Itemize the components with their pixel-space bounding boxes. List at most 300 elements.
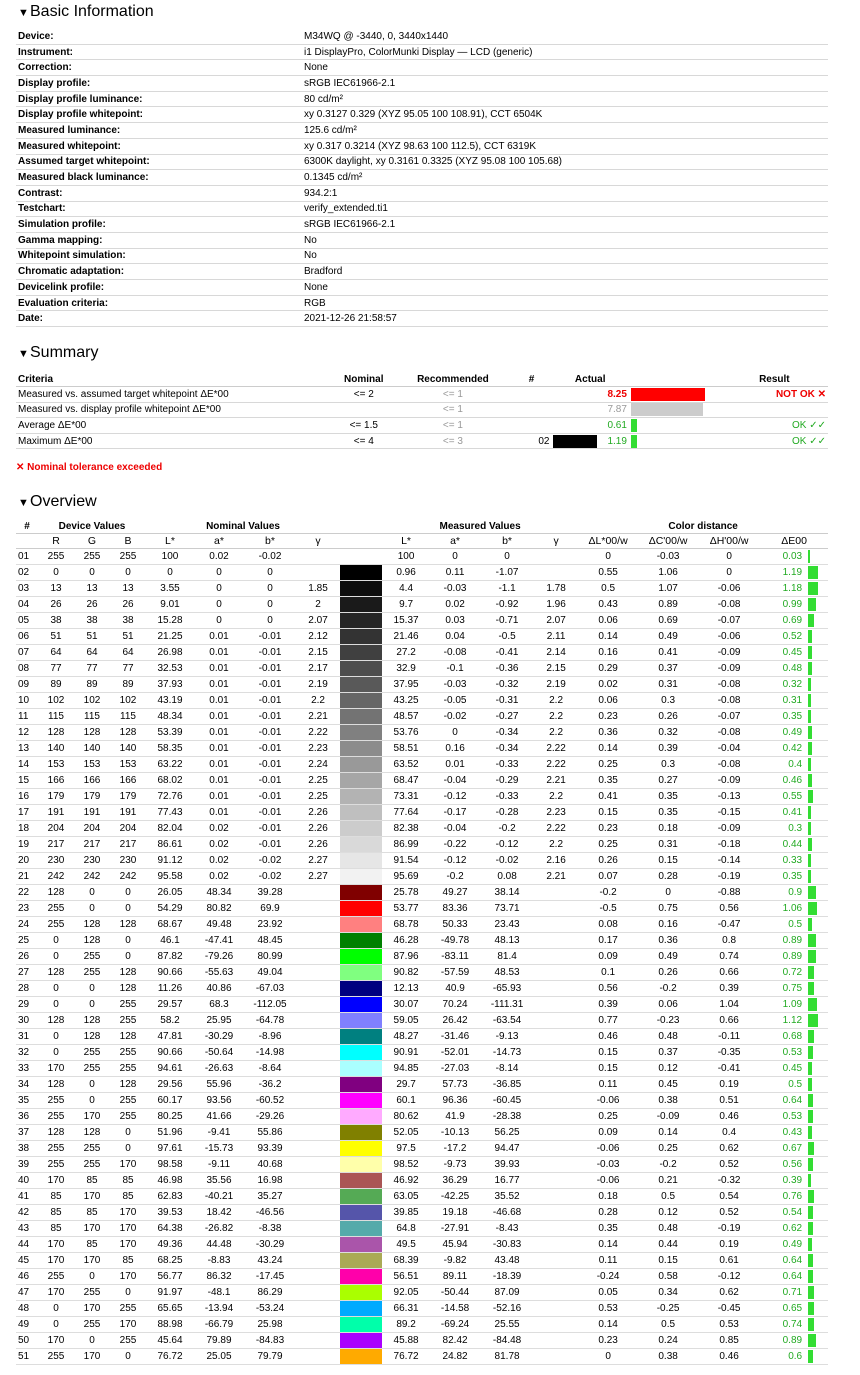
- delta-e-value: 0.03: [782, 551, 803, 563]
- patch-swatch: [340, 1093, 382, 1108]
- overview-cell: 0.5: [638, 1317, 698, 1333]
- overview-cell: [534, 1349, 578, 1365]
- overview-cell: [296, 1221, 340, 1237]
- patch-number: 49: [16, 1317, 38, 1333]
- overview-cell: 94.61: [146, 1061, 194, 1077]
- overview-cell: -0.36: [480, 661, 534, 677]
- overview-cell: 68.78: [382, 917, 430, 933]
- overview-cell: -14.58: [430, 1301, 480, 1317]
- delta-e-cell: [760, 597, 828, 613]
- overview-group-header: Color distance: [578, 519, 828, 534]
- overview-cell: 0: [244, 581, 296, 597]
- overview-cell: 0.36: [638, 933, 698, 949]
- overview-cell: -0.01: [244, 725, 296, 741]
- overview-cell: -0.02: [244, 549, 296, 565]
- overview-cell: 0.02: [578, 677, 638, 693]
- patch-swatch-cell: [340, 1029, 382, 1045]
- overview-cell: -46.68: [480, 1205, 534, 1221]
- delta-e-cell: [760, 853, 828, 869]
- overview-cell: 90.91: [382, 1045, 430, 1061]
- summary-criteria: Measured vs. display profile whitepoint ΔE*00: [16, 402, 333, 418]
- info-label: Measured whitepoint:: [16, 138, 302, 154]
- info-value: No: [302, 248, 828, 264]
- overview-row: [16, 1157, 828, 1173]
- overview-column-header: b*: [480, 534, 534, 549]
- overview-cell: 98.52: [382, 1157, 430, 1173]
- overview-cell: 166: [74, 773, 110, 789]
- patch-number: 03: [16, 581, 38, 597]
- overview-row: [16, 645, 828, 661]
- overview-cell: 0.48: [638, 1221, 698, 1237]
- overview-cell: [534, 1061, 578, 1077]
- overview-cell: -0.15: [698, 805, 760, 821]
- overview-cell: 255: [38, 1157, 74, 1173]
- delta-e-value: 0.64: [782, 1271, 803, 1283]
- overview-cell: 0.14: [578, 1237, 638, 1253]
- patch-swatch-cell: [340, 837, 382, 853]
- overview-row: [16, 1029, 828, 1045]
- overview-cell: [296, 549, 340, 565]
- delta-e-cell: [760, 549, 828, 565]
- patch-swatch-cell: [340, 741, 382, 757]
- overview-cell: 0: [38, 949, 74, 965]
- overview-cell: 80.25: [146, 1109, 194, 1125]
- overview-cell: 51: [110, 629, 146, 645]
- overview-cell: 0: [638, 885, 698, 901]
- overview-cell: 0: [38, 565, 74, 581]
- overview-cell: 29.57: [146, 997, 194, 1013]
- info-row: [16, 44, 828, 60]
- delta-e-value: 0.42: [782, 743, 803, 755]
- delta-e-cell: [760, 981, 828, 997]
- overview-cell: -0.09: [698, 773, 760, 789]
- overview-cell: 16.98: [244, 1173, 296, 1189]
- overview-cell: [534, 1205, 578, 1221]
- overview-cell: 0: [110, 1125, 146, 1141]
- delta-e-value: 0.43: [782, 1127, 803, 1139]
- overview-row: [16, 1189, 828, 1205]
- delta-e-value: 0.65: [782, 1303, 803, 1315]
- patch-swatch: [340, 645, 382, 660]
- overview-cell: -48.1: [194, 1285, 244, 1301]
- patch-swatch-cell: [340, 805, 382, 821]
- overview-cell: 40.86: [194, 981, 244, 997]
- overview-cell: -0.03: [638, 549, 698, 565]
- overview-cell: 80.82: [194, 901, 244, 917]
- overview-cell: 102: [38, 693, 74, 709]
- overview-cell: [296, 1269, 340, 1285]
- patch-swatch-cell: [340, 853, 382, 869]
- patch-swatch: [340, 725, 382, 740]
- overview-cell: 128: [110, 965, 146, 981]
- patch-swatch-cell: [340, 1045, 382, 1061]
- overview-cell: 68.67: [146, 917, 194, 933]
- overview-cell: 2.16: [534, 853, 578, 869]
- delta-e-value: 0.69: [782, 615, 803, 627]
- overview-cell: 4.4: [382, 581, 430, 597]
- overview-cell: 0.15: [638, 853, 698, 869]
- overview-cell: 40.68: [244, 1157, 296, 1173]
- patch-swatch: [340, 789, 382, 804]
- patch-swatch-cell: [340, 901, 382, 917]
- delta-e-bar: [808, 582, 818, 595]
- overview-cell: 49.36: [146, 1237, 194, 1253]
- overview-cell: 0.35: [638, 789, 698, 805]
- overview-column-header: G: [74, 534, 110, 549]
- overview-row: [16, 741, 828, 757]
- overview-cell: [296, 1093, 340, 1109]
- overview-row: [16, 1093, 828, 1109]
- overview-cell: 230: [74, 853, 110, 869]
- overview-cell: -0.01: [244, 629, 296, 645]
- overview-row: [16, 805, 828, 821]
- overview-cell: 97.5: [382, 1141, 430, 1157]
- delta-e-value: 0.39: [782, 1175, 803, 1187]
- overview-cell: 91.97: [146, 1285, 194, 1301]
- overview-cell: -0.5: [480, 629, 534, 645]
- overview-cell: 153: [38, 757, 74, 773]
- overview-cell: 51: [38, 629, 74, 645]
- patch-swatch: [340, 901, 382, 916]
- overview-cell: 0.11: [578, 1253, 638, 1269]
- overview-cell: 68.02: [146, 773, 194, 789]
- info-row: [16, 280, 828, 296]
- overview-cell: 24.82: [430, 1349, 480, 1365]
- overview-cell: 1.04: [698, 997, 760, 1013]
- overview-cell: 45.88: [382, 1333, 430, 1349]
- overview-cell: -0.28: [480, 805, 534, 821]
- overview-cell: -0.01: [244, 693, 296, 709]
- overview-cell: 29.7: [382, 1077, 430, 1093]
- overview-cell: 0.66: [698, 965, 760, 981]
- overview-cell: 48.34: [194, 885, 244, 901]
- overview-cell: 0: [194, 581, 244, 597]
- patch-swatch-cell: [340, 1317, 382, 1333]
- patch-swatch: [340, 693, 382, 708]
- patch-number: 06: [16, 629, 38, 645]
- overview-cell: 100: [382, 549, 430, 565]
- overview-cell: 0: [38, 981, 74, 997]
- patch-swatch-cell: [340, 581, 382, 597]
- patch-swatch: [340, 1349, 382, 1364]
- overview-row: [16, 853, 828, 869]
- overview-cell: -0.2: [638, 981, 698, 997]
- overview-cell: 0.48: [638, 1029, 698, 1045]
- overview-cell: 255: [110, 997, 146, 1013]
- overview-cell: -0.92: [480, 597, 534, 613]
- overview-cell: 40.9: [430, 981, 480, 997]
- delta-e-cell: [760, 1109, 828, 1125]
- overview-cell: [534, 981, 578, 997]
- overview-cell: 93.39: [244, 1141, 296, 1157]
- overview-cell: 2.26: [296, 805, 340, 821]
- overview-cell: -0.02: [244, 869, 296, 885]
- overview-cell: 204: [110, 821, 146, 837]
- overview-cell: 0.29: [578, 661, 638, 677]
- overview-cell: 255: [38, 901, 74, 917]
- delta-e-bar: [808, 790, 813, 803]
- patch-swatch-cell: [340, 1189, 382, 1205]
- overview-cell: [296, 885, 340, 901]
- delta-e-bar: [808, 550, 810, 563]
- overview-cell: 63.05: [382, 1189, 430, 1205]
- info-label: Assumed target whitepoint:: [16, 154, 302, 170]
- delta-e-bar: [808, 1142, 814, 1155]
- overview-cell: [534, 901, 578, 917]
- overview-cell: 64: [110, 645, 146, 661]
- overview-cell: 35.56: [194, 1173, 244, 1189]
- overview-row: [16, 997, 828, 1013]
- overview-cell: 0.34: [638, 1285, 698, 1301]
- overview-cell: 2.19: [534, 677, 578, 693]
- overview-cell: 72.76: [146, 789, 194, 805]
- overview-cell: 0.09: [578, 1125, 638, 1141]
- overview-cell: 0.06: [578, 613, 638, 629]
- delta-e-value: 1.09: [782, 999, 803, 1011]
- overview-cell: 0.01: [194, 741, 244, 757]
- overview-heading[interactable]: ▼Overview: [18, 493, 97, 510]
- overview-cell: 0.21: [638, 1173, 698, 1189]
- overview-table: [16, 519, 828, 1365]
- overview-cell: 102: [110, 693, 146, 709]
- patch-swatch-cell: [340, 1253, 382, 1269]
- patch-swatch: [340, 1173, 382, 1188]
- summary-col-header: #: [512, 372, 552, 387]
- delta-e-value: 0.5: [788, 919, 803, 931]
- delta-e-value: 0.75: [782, 983, 803, 995]
- delta-e-cell: [760, 1093, 828, 1109]
- overview-cell: -30.29: [244, 1237, 296, 1253]
- overview-cell: 255: [74, 1285, 110, 1301]
- overview-cell: -0.01: [244, 757, 296, 773]
- info-label: Display profile luminance:: [16, 91, 302, 107]
- delta-e-value: 1.06: [782, 903, 803, 915]
- overview-cell: 77: [110, 661, 146, 677]
- overview-cell: 98.58: [146, 1157, 194, 1173]
- summary-col-header: Actual: [551, 372, 628, 387]
- overview-cell: 255: [74, 1141, 110, 1157]
- patch-swatch: [340, 869, 382, 884]
- patch-swatch-cell: [340, 549, 382, 565]
- overview-cell: 255: [74, 1045, 110, 1061]
- overview-cell: -17.45: [244, 1269, 296, 1285]
- overview-cell: 89: [110, 677, 146, 693]
- overview-cell: 86.29: [244, 1285, 296, 1301]
- summary-col-header: Criteria: [16, 372, 333, 387]
- overview-cell: 58.2: [146, 1013, 194, 1029]
- overview-cell: [534, 1109, 578, 1125]
- overview-cell: 204: [38, 821, 74, 837]
- overview-cell: 255: [110, 1109, 146, 1125]
- overview-cell: 255: [110, 1045, 146, 1061]
- patch-swatch: [340, 1061, 382, 1076]
- delta-e-bar: [808, 758, 811, 771]
- overview-cell: [534, 1125, 578, 1141]
- delta-e-cell: [760, 1237, 828, 1253]
- overview-cell: -0.09: [698, 661, 760, 677]
- overview-cell: 38: [74, 613, 110, 629]
- overview-cell: 41.9: [430, 1109, 480, 1125]
- delta-e-bar: [808, 566, 818, 579]
- summary-result: [721, 402, 828, 418]
- patch-swatch-cell: [340, 869, 382, 885]
- delta-e-bar: [808, 742, 812, 755]
- delta-e-bar: [808, 806, 811, 819]
- overview-cell: 217: [38, 837, 74, 853]
- summary-heading[interactable]: ▼Summary: [18, 344, 99, 361]
- overview-column-header: a*: [430, 534, 480, 549]
- delta-e-value: 0.6: [788, 1351, 803, 1363]
- overview-cell: 82.38: [382, 821, 430, 837]
- patch-swatch-cell: [340, 1285, 382, 1301]
- overview-row: [16, 1077, 828, 1093]
- overview-cell: 2.27: [296, 853, 340, 869]
- overview-cell: 2.07: [296, 613, 340, 629]
- overview-cell: [534, 917, 578, 933]
- delta-e-value: 0.35: [782, 711, 803, 723]
- overview-cell: 255: [110, 1013, 146, 1029]
- summary-row: [16, 433, 828, 449]
- summary-bar-cell: [629, 418, 721, 434]
- patch-number: 10: [16, 693, 38, 709]
- overview-cell: [534, 885, 578, 901]
- overview-cell: -36.85: [480, 1077, 534, 1093]
- patch-swatch: [340, 1157, 382, 1172]
- overview-cell: 85: [74, 1237, 110, 1253]
- overview-cell: 0.25: [578, 837, 638, 853]
- patch-swatch-cell: [340, 597, 382, 613]
- delta-e-bar: [808, 1318, 814, 1331]
- delta-e-bar: [808, 726, 812, 739]
- delta-e-value: 0.64: [782, 1095, 803, 1107]
- overview-cell: [534, 1285, 578, 1301]
- overview-row: [16, 1301, 828, 1317]
- delta-e-bar: [808, 1206, 813, 1219]
- patch-number: 38: [16, 1141, 38, 1157]
- overview-cell: -0.07: [698, 709, 760, 725]
- overview-cell: 0.44: [638, 1237, 698, 1253]
- overview-cell: 64.38: [146, 1221, 194, 1237]
- overview-cell: 2.22: [296, 725, 340, 741]
- overview-cell: [296, 901, 340, 917]
- overview-cell: 21.25: [146, 629, 194, 645]
- overview-cell: 68.25: [146, 1253, 194, 1269]
- overview-cell: 191: [110, 805, 146, 821]
- overview-row: [16, 1237, 828, 1253]
- patch-number: 33: [16, 1061, 38, 1077]
- patch-swatch-cell: [340, 677, 382, 693]
- overview-cell: 0.07: [578, 869, 638, 885]
- patch-swatch: [340, 581, 382, 596]
- overview-cell: 64: [38, 645, 74, 661]
- overview-cell: 0.06: [638, 997, 698, 1013]
- overview-cell: 80.99: [244, 949, 296, 965]
- summary-row: [16, 418, 828, 434]
- overview-cell: -0.34: [480, 741, 534, 757]
- overview-cell: 76.72: [382, 1349, 430, 1365]
- info-value: M34WQ @ -3440, 0, 3440x1440: [302, 29, 828, 44]
- patch-number: 35: [16, 1093, 38, 1109]
- delta-e-value: 1.12: [782, 1015, 803, 1027]
- overview-cell: 38.14: [480, 885, 534, 901]
- overview-cell: -0.2: [480, 821, 534, 837]
- overview-cell: 166: [110, 773, 146, 789]
- overview-cell: 58.51: [382, 741, 430, 757]
- info-row: [16, 138, 828, 154]
- summary-nominal: <= 2: [333, 387, 394, 403]
- overview-cell: -0.12: [430, 853, 480, 869]
- overview-cell: -0.06: [698, 629, 760, 645]
- overview-cell: 48.53: [480, 965, 534, 981]
- delta-e-cell: [760, 1221, 828, 1237]
- overview-cell: 115: [110, 709, 146, 725]
- overview-cell: 0.26: [578, 853, 638, 869]
- overview-cell: 179: [74, 789, 110, 805]
- overview-cell: 2.25: [296, 773, 340, 789]
- patch-swatch: [340, 1141, 382, 1156]
- overview-cell: -14.98: [244, 1045, 296, 1061]
- overview-cell: 100: [146, 549, 194, 565]
- overview-cell: -0.08: [698, 693, 760, 709]
- info-value: 934.2:1: [302, 185, 828, 201]
- patch-swatch-cell: [340, 997, 382, 1013]
- overview-cell: 13: [74, 581, 110, 597]
- patch-number: 40: [16, 1173, 38, 1189]
- overview-column-header: L*: [382, 534, 430, 549]
- overview-cell: 2.21: [534, 869, 578, 885]
- overview-cell: 170: [74, 1189, 110, 1205]
- summary-actual: [551, 433, 628, 449]
- basic-information-heading[interactable]: ▼Basic Information: [18, 3, 154, 20]
- overview-cell: [296, 565, 340, 581]
- overview-cell: -52.01: [430, 1045, 480, 1061]
- delta-e-cell: [760, 661, 828, 677]
- overview-cell: 0.5: [578, 581, 638, 597]
- delta-e-value: 0.49: [782, 1239, 803, 1251]
- overview-cell: 0.1: [578, 965, 638, 981]
- overview-cell: 255: [110, 1301, 146, 1317]
- overview-cell: 0: [38, 1301, 74, 1317]
- overview-cell: 170: [110, 1317, 146, 1333]
- overview-cell: 0.09: [578, 949, 638, 965]
- overview-cell: 77: [38, 661, 74, 677]
- overview-cell: 230: [110, 853, 146, 869]
- delta-e-bar: [808, 1030, 814, 1043]
- overview-row: [16, 677, 828, 693]
- patch-number: 02: [16, 565, 38, 581]
- overview-cell: 0.26: [638, 965, 698, 981]
- overview-cell: 0.14: [578, 629, 638, 645]
- overview-cell: 48.57: [382, 709, 430, 725]
- patch-swatch-cell: [340, 757, 382, 773]
- overview-cell: 153: [110, 757, 146, 773]
- overview-cell: 3.55: [146, 581, 194, 597]
- overview-cell: 0.18: [638, 821, 698, 837]
- overview-cell: -53.24: [244, 1301, 296, 1317]
- overview-cell: 170: [38, 1285, 74, 1301]
- info-row: [16, 217, 828, 233]
- overview-column-header: ΔC'00/w: [638, 534, 698, 549]
- overview-cell: 51: [74, 629, 110, 645]
- overview-cell: 0.08: [480, 869, 534, 885]
- info-value: None: [302, 280, 828, 296]
- overview-cell: -0.04: [430, 773, 480, 789]
- overview-cell: 0.77: [578, 1013, 638, 1029]
- overview-cell: [534, 1253, 578, 1269]
- overview-cell: 35.27: [244, 1189, 296, 1205]
- overview-cell: 39.28: [244, 885, 296, 901]
- info-label: Devicelink profile:: [16, 280, 302, 296]
